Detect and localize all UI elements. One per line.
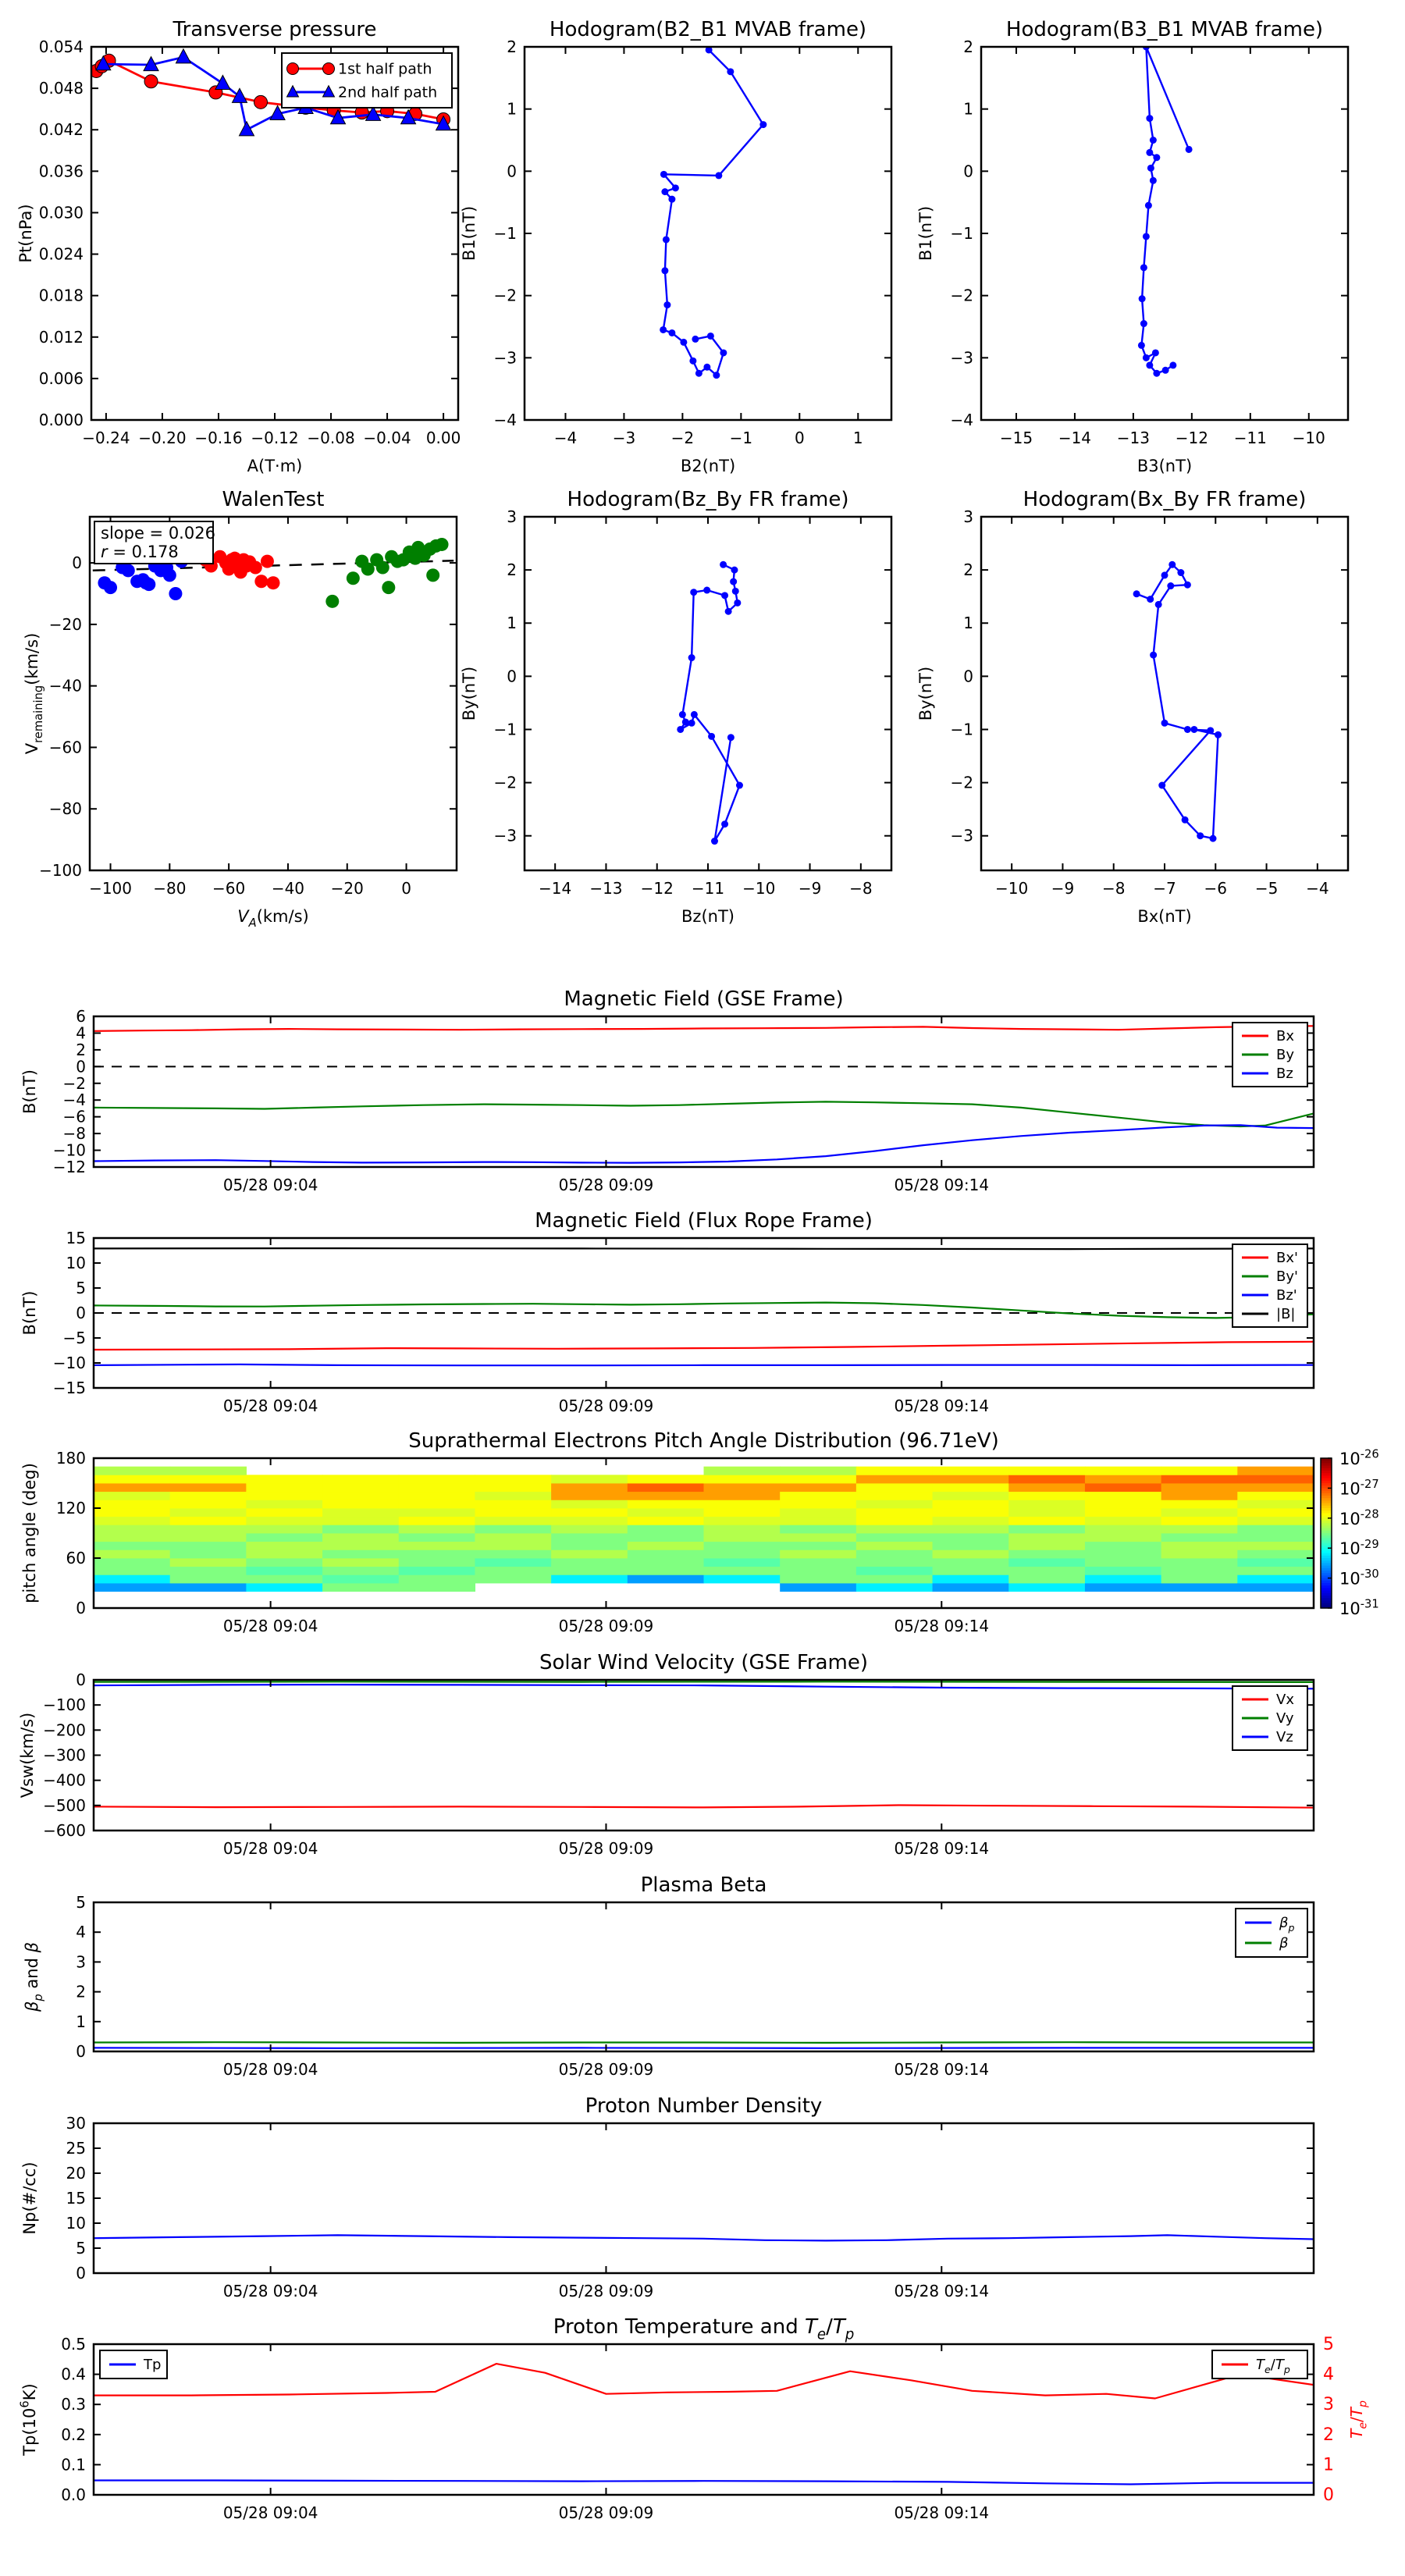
gse-title: Magnetic Field (GSE Frame) [564, 987, 844, 1011]
temp-ytick: 0.0 [61, 2485, 86, 2504]
h5-series-hodogram [681, 564, 740, 841]
vsw-ytick: 0 [76, 1670, 86, 1689]
walen-xtick: −40 [271, 879, 305, 898]
panel-walen [23, 488, 457, 930]
walen-ytick: −60 [48, 738, 82, 757]
colorbar [1321, 1448, 1379, 1618]
pad-title: Suprathermal Electrons Pitch Angle Distribution (96.71eV) [408, 1429, 999, 1453]
h2-xtick: −1 [729, 429, 753, 447]
pad-ytick: 0 [76, 1599, 86, 1617]
walen-xtick: 0 [401, 879, 411, 898]
vsw-ytick: −200 [43, 1720, 86, 1740]
h5-xtick: −9 [798, 879, 822, 898]
gse-series-Bx [94, 1026, 1314, 1031]
h3-xtick: −13 [1116, 429, 1151, 447]
h5-xtick: −11 [691, 879, 725, 898]
pad-plot-area [94, 1467, 1314, 1592]
fr-series-Bzp [94, 1364, 1314, 1365]
temp-ytick: 0.2 [61, 2425, 86, 2444]
h6-ytick: 3 [963, 507, 973, 526]
gse-series-By [94, 1101, 1314, 1126]
h6-xtick: −6 [1204, 879, 1228, 898]
vsw-plot-area [94, 1681, 1314, 1807]
np-ytick: 25 [66, 2139, 86, 2158]
temp-plot-area [94, 2364, 1314, 2484]
h2-ylabel: B1(nT) [460, 205, 478, 262]
np-ytick: 5 [76, 2239, 86, 2258]
fr-ytick: 5 [76, 1279, 86, 1297]
tp-ytick: 0.000 [38, 411, 84, 429]
tp-legend [282, 53, 452, 108]
fr-plot-area [94, 1248, 1314, 1365]
panel-h2 [460, 18, 891, 475]
np-ytick: 15 [66, 2189, 86, 2208]
fr-ylabel: B(nT) [20, 1290, 39, 1336]
tp-ytick: 0.012 [38, 327, 84, 347]
tp-ytick: 0.036 [38, 162, 84, 181]
panel-vsw [18, 1651, 1314, 1858]
np-xtick: 05/28 09:09 [558, 2282, 654, 2300]
fr-series-Byp [94, 1303, 1314, 1318]
temp-legend-label: $T_e/T_p$ [1256, 2356, 1290, 2375]
h2-xtick: −4 [553, 429, 578, 447]
h2-title: Hodogram(B2_B1 MVAB frame) [549, 18, 867, 41]
h3-xtick: −12 [1175, 429, 1208, 447]
h3-ytick: 2 [963, 37, 973, 56]
tp-xtick: −0.24 [82, 429, 130, 447]
gse-ytick: −2 [62, 1073, 86, 1093]
h2-ytick: −3 [493, 348, 517, 368]
gse-xtick: 05/28 09:14 [894, 1176, 990, 1194]
gse-plot-area [94, 1026, 1314, 1162]
temp-legend-0 [100, 2350, 167, 2379]
temp-series-Tp [94, 2481, 1314, 2485]
h3-xtick: −15 [999, 429, 1033, 447]
vsw-xtick: 05/28 09:04 [222, 1839, 318, 1858]
fr-xtick: 05/28 09:04 [222, 1397, 318, 1415]
np-ytick: 0 [76, 2264, 86, 2282]
walen-xtick: −20 [330, 879, 364, 898]
h3-ylabel: B1(nT) [916, 205, 935, 262]
gse-legend [1232, 1023, 1307, 1087]
gse-ytick: 6 [76, 1007, 86, 1026]
fr-legend-label: Bz' [1276, 1286, 1297, 1304]
temp-right-ytick: 5 [1323, 2335, 1334, 2354]
walen-title: WalenTest [222, 488, 325, 511]
walen-annotation-line: r = 0.178 [101, 543, 179, 561]
tp-xtick: −0.16 [194, 429, 243, 447]
h5-title: Hodogram(Bz_By FR frame) [567, 488, 849, 511]
h2-ytick: 0 [507, 162, 517, 181]
colorbar-tick: $10^{-28}$ [1339, 1507, 1379, 1528]
np-series-Np [94, 2235, 1314, 2240]
h6-xtick: −10 [995, 879, 1029, 898]
fr-ytick: −15 [52, 1379, 86, 1397]
h5-ytick: −1 [493, 720, 517, 739]
np-xtick: 05/28 09:14 [894, 2282, 990, 2300]
h2-xtick: 0 [794, 429, 805, 447]
tp-xtick: −0.08 [307, 429, 355, 447]
vsw-xtick: 05/28 09:14 [894, 1839, 990, 1858]
colorbar-tick: $10^{-30}$ [1339, 1567, 1379, 1589]
tp-ytick: 0.018 [38, 286, 84, 305]
np-title: Proton Number Density [585, 2094, 823, 2118]
fr-series-Bmag [94, 1248, 1314, 1249]
pad-xtick: 05/28 09:04 [222, 1617, 318, 1635]
walen-ylabel: $V_{remaining}(km/s)$ [23, 632, 45, 755]
h6-xtick: −7 [1153, 879, 1176, 898]
temp-right-ytick: 2 [1323, 2425, 1334, 2445]
vsw-series-Vy [94, 1681, 1314, 1682]
h2-xtick: −2 [670, 429, 695, 447]
pad-ytick: 120 [55, 1499, 86, 1517]
pad-ylabel: pitch angle (deg) [20, 1463, 39, 1603]
h6-plot-area [1133, 561, 1222, 842]
temp-right-ytick: 4 [1323, 2364, 1334, 2385]
walen-ytick: 0 [72, 553, 82, 573]
gse-xtick: 05/28 09:04 [222, 1176, 318, 1194]
colorbar-tick: $10^{-27}$ [1339, 1478, 1379, 1499]
fr-ytick: 0 [76, 1304, 86, 1322]
colorbar-tick: $10^{-26}$ [1339, 1447, 1379, 1468]
walen-xtick: −80 [153, 879, 187, 898]
walen-annotation [94, 521, 215, 564]
walen-ytick: −80 [48, 799, 82, 819]
panel-h6 [916, 488, 1348, 926]
temp-ylabel: $Tp(10^6K)$ [18, 2383, 39, 2456]
vsw-ytick: −500 [43, 1795, 86, 1815]
vsw-legend-label: Vx [1276, 1691, 1294, 1708]
vsw-ylabel: Vsw(km/s) [18, 1712, 37, 1799]
gse-ytick: −12 [52, 1158, 86, 1176]
panel-np [20, 2094, 1314, 2300]
gse-legend-label: Bz [1276, 1065, 1293, 1082]
beta-legend-label: $\beta_p$ [1279, 1914, 1295, 1934]
fr-ytick: −10 [52, 1354, 86, 1372]
walen-ytick: −40 [48, 676, 82, 696]
tp-ytick: 0.054 [38, 37, 84, 56]
walen-ytick: −100 [39, 861, 82, 880]
gse-ytick: 4 [76, 1023, 86, 1043]
h2-xlabel: B2(nT) [680, 457, 736, 475]
tp-xtick: −0.04 [363, 429, 411, 447]
temp-ytick: 0.4 [61, 2364, 86, 2384]
beta-ytick: 4 [76, 1923, 86, 1942]
beta-title: Plasma Beta [640, 1873, 767, 1897]
h2-ytick: −1 [493, 224, 517, 243]
beta-ylabel: $\beta_p$ and β [23, 1942, 45, 2012]
beta-plot-area [94, 2042, 1314, 2048]
gse-legend-label: Bx [1276, 1027, 1295, 1044]
h2-xtick: 1 [852, 429, 863, 447]
vsw-ytick: −300 [43, 1745, 86, 1765]
temp-xtick: 05/28 09:09 [558, 2503, 654, 2522]
h2-ytick: 1 [507, 99, 517, 119]
walen-xlabel: $V_A(km/s)$ [237, 907, 309, 930]
h5-xlabel: Bz(nT) [681, 907, 735, 926]
h3-ytick: 1 [963, 99, 973, 119]
h2-series-hodogram [663, 50, 763, 375]
tp-xtick: −0.12 [251, 429, 299, 447]
beta-ytick: 1 [76, 2012, 86, 2031]
h2-plot-area [660, 46, 767, 379]
h6-ylabel: By(nT) [916, 666, 935, 721]
gse-series-Bz [94, 1125, 1314, 1162]
walen-xtick: −100 [89, 879, 133, 898]
tp-xtick: 0.00 [425, 429, 461, 447]
h3-xtick: −11 [1233, 429, 1267, 447]
tp-ytick: 0.024 [38, 244, 84, 264]
fr-legend-label: Bx' [1276, 1249, 1298, 1266]
temp-title: Proton Temperature and $T_e/T_p$ [553, 2315, 855, 2343]
panel-h3 [916, 18, 1348, 475]
beta-ytick: 2 [76, 1982, 86, 2001]
panel-fr [20, 1209, 1314, 1415]
tp-xtick: −0.20 [138, 429, 187, 447]
beta-ytick: 3 [76, 1952, 86, 1972]
h6-xtick: −4 [1306, 879, 1329, 898]
gse-legend-label: By [1276, 1046, 1295, 1063]
beta-xtick: 05/28 09:14 [894, 2060, 990, 2079]
gse-ytick: 2 [76, 1040, 86, 1059]
tp-legend-label: 2nd half path [338, 84, 438, 101]
h6-ytick: −1 [950, 720, 973, 739]
gse-ytick: −4 [62, 1091, 86, 1110]
panel-gse [20, 987, 1314, 1194]
h5-ytick: −3 [493, 826, 517, 845]
h3-xtick: −14 [1058, 429, 1092, 447]
h3-xtick: −10 [1292, 429, 1325, 447]
tp-ytick: 0.042 [38, 120, 84, 140]
np-ylabel: Np(#/cc) [20, 2161, 39, 2235]
temp-ytick: 0.1 [61, 2455, 86, 2475]
pad-xtick: 05/28 09:09 [558, 1617, 654, 1635]
h2-ytick: −2 [493, 286, 517, 305]
h3-plot-area [1138, 44, 1193, 377]
h5-xtick: −14 [539, 879, 572, 898]
h6-ytick: −2 [950, 773, 973, 792]
fr-legend [1232, 1244, 1307, 1327]
walen-ytick: −20 [48, 614, 82, 634]
fr-series-Bxp [94, 1342, 1314, 1350]
tp-ytick: 0.048 [38, 79, 84, 98]
tp-xlabel: A(T·m) [247, 457, 303, 475]
tp-ylabel: Pt(nPa) [16, 204, 35, 263]
h5-ytick: 1 [507, 614, 517, 633]
h6-xlabel: Bx(nT) [1137, 907, 1192, 926]
vsw-ytick: −100 [43, 1695, 86, 1715]
h6-xtick: −8 [1101, 879, 1126, 898]
temp-right-ytick: 3 [1323, 2395, 1334, 2415]
h3-series-hodogram [1141, 47, 1189, 373]
h5-ylabel: By(nT) [460, 666, 478, 721]
h5-xtick: −12 [640, 879, 674, 898]
temp-xtick: 05/28 09:04 [222, 2503, 318, 2522]
temp-right-ylabel: $T_e/T_p$ [1347, 2400, 1370, 2439]
temp-legend-1 [1212, 2350, 1307, 2379]
vsw-ytick: −400 [43, 1770, 86, 1790]
beta-legend-label: β [1279, 1934, 1289, 1952]
vsw-xtick: 05/28 09:09 [558, 1839, 654, 1858]
beta-ytick: 0 [76, 2042, 86, 2061]
pad-xtick: 05/28 09:14 [894, 1617, 990, 1635]
h6-title: Hodogram(Bx_By FR frame) [1023, 488, 1307, 511]
h2-ytick: 2 [507, 37, 517, 56]
np-ytick: 10 [66, 2214, 86, 2233]
fr-legend-label: By' [1276, 1268, 1298, 1285]
np-ytick: 20 [66, 2164, 86, 2183]
beta-ytick: 5 [76, 1893, 86, 1912]
tp-legend-label: 1st half path [338, 60, 432, 78]
vsw-series-Vx [94, 1806, 1314, 1808]
temp-legend-label: Tp [144, 2356, 162, 2373]
h6-xtick: −9 [1051, 879, 1075, 898]
h6-series-hodogram [1136, 564, 1218, 838]
h5-ytick: 2 [507, 560, 517, 580]
h6-ytick: −3 [950, 826, 973, 845]
temp-series-TeTp [94, 2364, 1314, 2398]
walen-annotation-line: slope = 0.026 [101, 524, 215, 543]
vsw-legend-label: Vz [1276, 1728, 1293, 1745]
h3-ytick: −2 [950, 286, 973, 305]
beta-legend [1236, 1909, 1307, 1957]
h3-ytick: −1 [950, 224, 973, 243]
tp-title: Transverse pressure [173, 18, 377, 41]
colorbar-tick: $10^{-29}$ [1339, 1537, 1379, 1559]
fr-xtick: 05/28 09:14 [894, 1397, 990, 1415]
np-ytick: 30 [66, 2114, 86, 2133]
temp-right-ytick: 0 [1323, 2485, 1334, 2505]
temp-ytick: 0.5 [61, 2335, 86, 2354]
tp-ytick: 0.006 [38, 368, 84, 388]
h3-ytick: −3 [950, 348, 973, 368]
gse-ytick: 0 [76, 1057, 86, 1076]
beta-xtick: 05/28 09:09 [558, 2060, 654, 2079]
fr-ytick: −5 [62, 1329, 86, 1347]
gse-ylabel: B(nT) [20, 1069, 39, 1114]
gse-ytick: −10 [52, 1140, 86, 1160]
h5-ytick: 0 [507, 667, 517, 686]
np-plot-area [94, 2235, 1314, 2240]
vsw-series-Vz [94, 1685, 1314, 1688]
np-xtick: 05/28 09:04 [222, 2282, 318, 2300]
colorbar-tick: $10^{-31}$ [1339, 1597, 1379, 1618]
h2-ytick: −4 [493, 411, 517, 429]
h3-title: Hodogram(B3_B1 MVAB frame) [1005, 18, 1324, 41]
temp-right-ytick: 1 [1323, 2455, 1334, 2475]
h6-ytick: 2 [963, 560, 973, 580]
h2-xtick: −3 [612, 429, 636, 447]
pad-ytick: 60 [66, 1549, 86, 1567]
h5-xtick: −13 [589, 879, 623, 898]
h6-xtick: −5 [1254, 879, 1279, 898]
h5-xtick: −10 [742, 879, 776, 898]
h5-ytick: 3 [507, 507, 517, 526]
vsw-title: Solar Wind Velocity (GSE Frame) [539, 1651, 869, 1674]
temp-xtick: 05/28 09:14 [894, 2503, 990, 2522]
gse-xtick: 05/28 09:09 [558, 1176, 654, 1194]
h3-ytick: −4 [950, 411, 973, 429]
h3-ytick: 0 [963, 162, 973, 181]
panel-tp [16, 18, 461, 475]
tp-ytick: 0.030 [38, 203, 84, 222]
panel-temp [19, 2315, 1370, 2522]
pad-ytick: 180 [55, 1449, 86, 1468]
beta-xtick: 05/28 09:04 [222, 2060, 318, 2079]
fr-legend-label: |B| [1276, 1305, 1296, 1322]
vsw-legend-label: Vy [1276, 1710, 1294, 1727]
fr-title: Magnetic Field (Flux Rope Frame) [535, 1209, 873, 1233]
h5-ytick: −2 [493, 773, 517, 792]
h5-plot-area [677, 561, 743, 845]
temp-ytick: 0.3 [61, 2395, 86, 2414]
fr-ytick: 15 [66, 1229, 86, 1247]
panel-pad [20, 1429, 1379, 1635]
fr-ytick: 10 [66, 1254, 86, 1272]
panel-beta [23, 1873, 1314, 2079]
gse-ytick: −8 [62, 1124, 86, 1144]
vsw-legend [1232, 1686, 1307, 1750]
vsw-ytick: −600 [43, 1821, 86, 1840]
beta-series-beta [94, 2042, 1314, 2043]
h6-ytick: 0 [963, 667, 973, 686]
h3-xlabel: B3(nT) [1136, 457, 1193, 475]
gse-ytick: −6 [62, 1107, 86, 1126]
fr-xtick: 05/28 09:09 [558, 1397, 654, 1415]
h5-xtick: −8 [849, 879, 873, 898]
walen-xtick: −60 [212, 879, 246, 898]
panel-h5 [460, 488, 891, 926]
h6-ytick: 1 [963, 614, 973, 633]
